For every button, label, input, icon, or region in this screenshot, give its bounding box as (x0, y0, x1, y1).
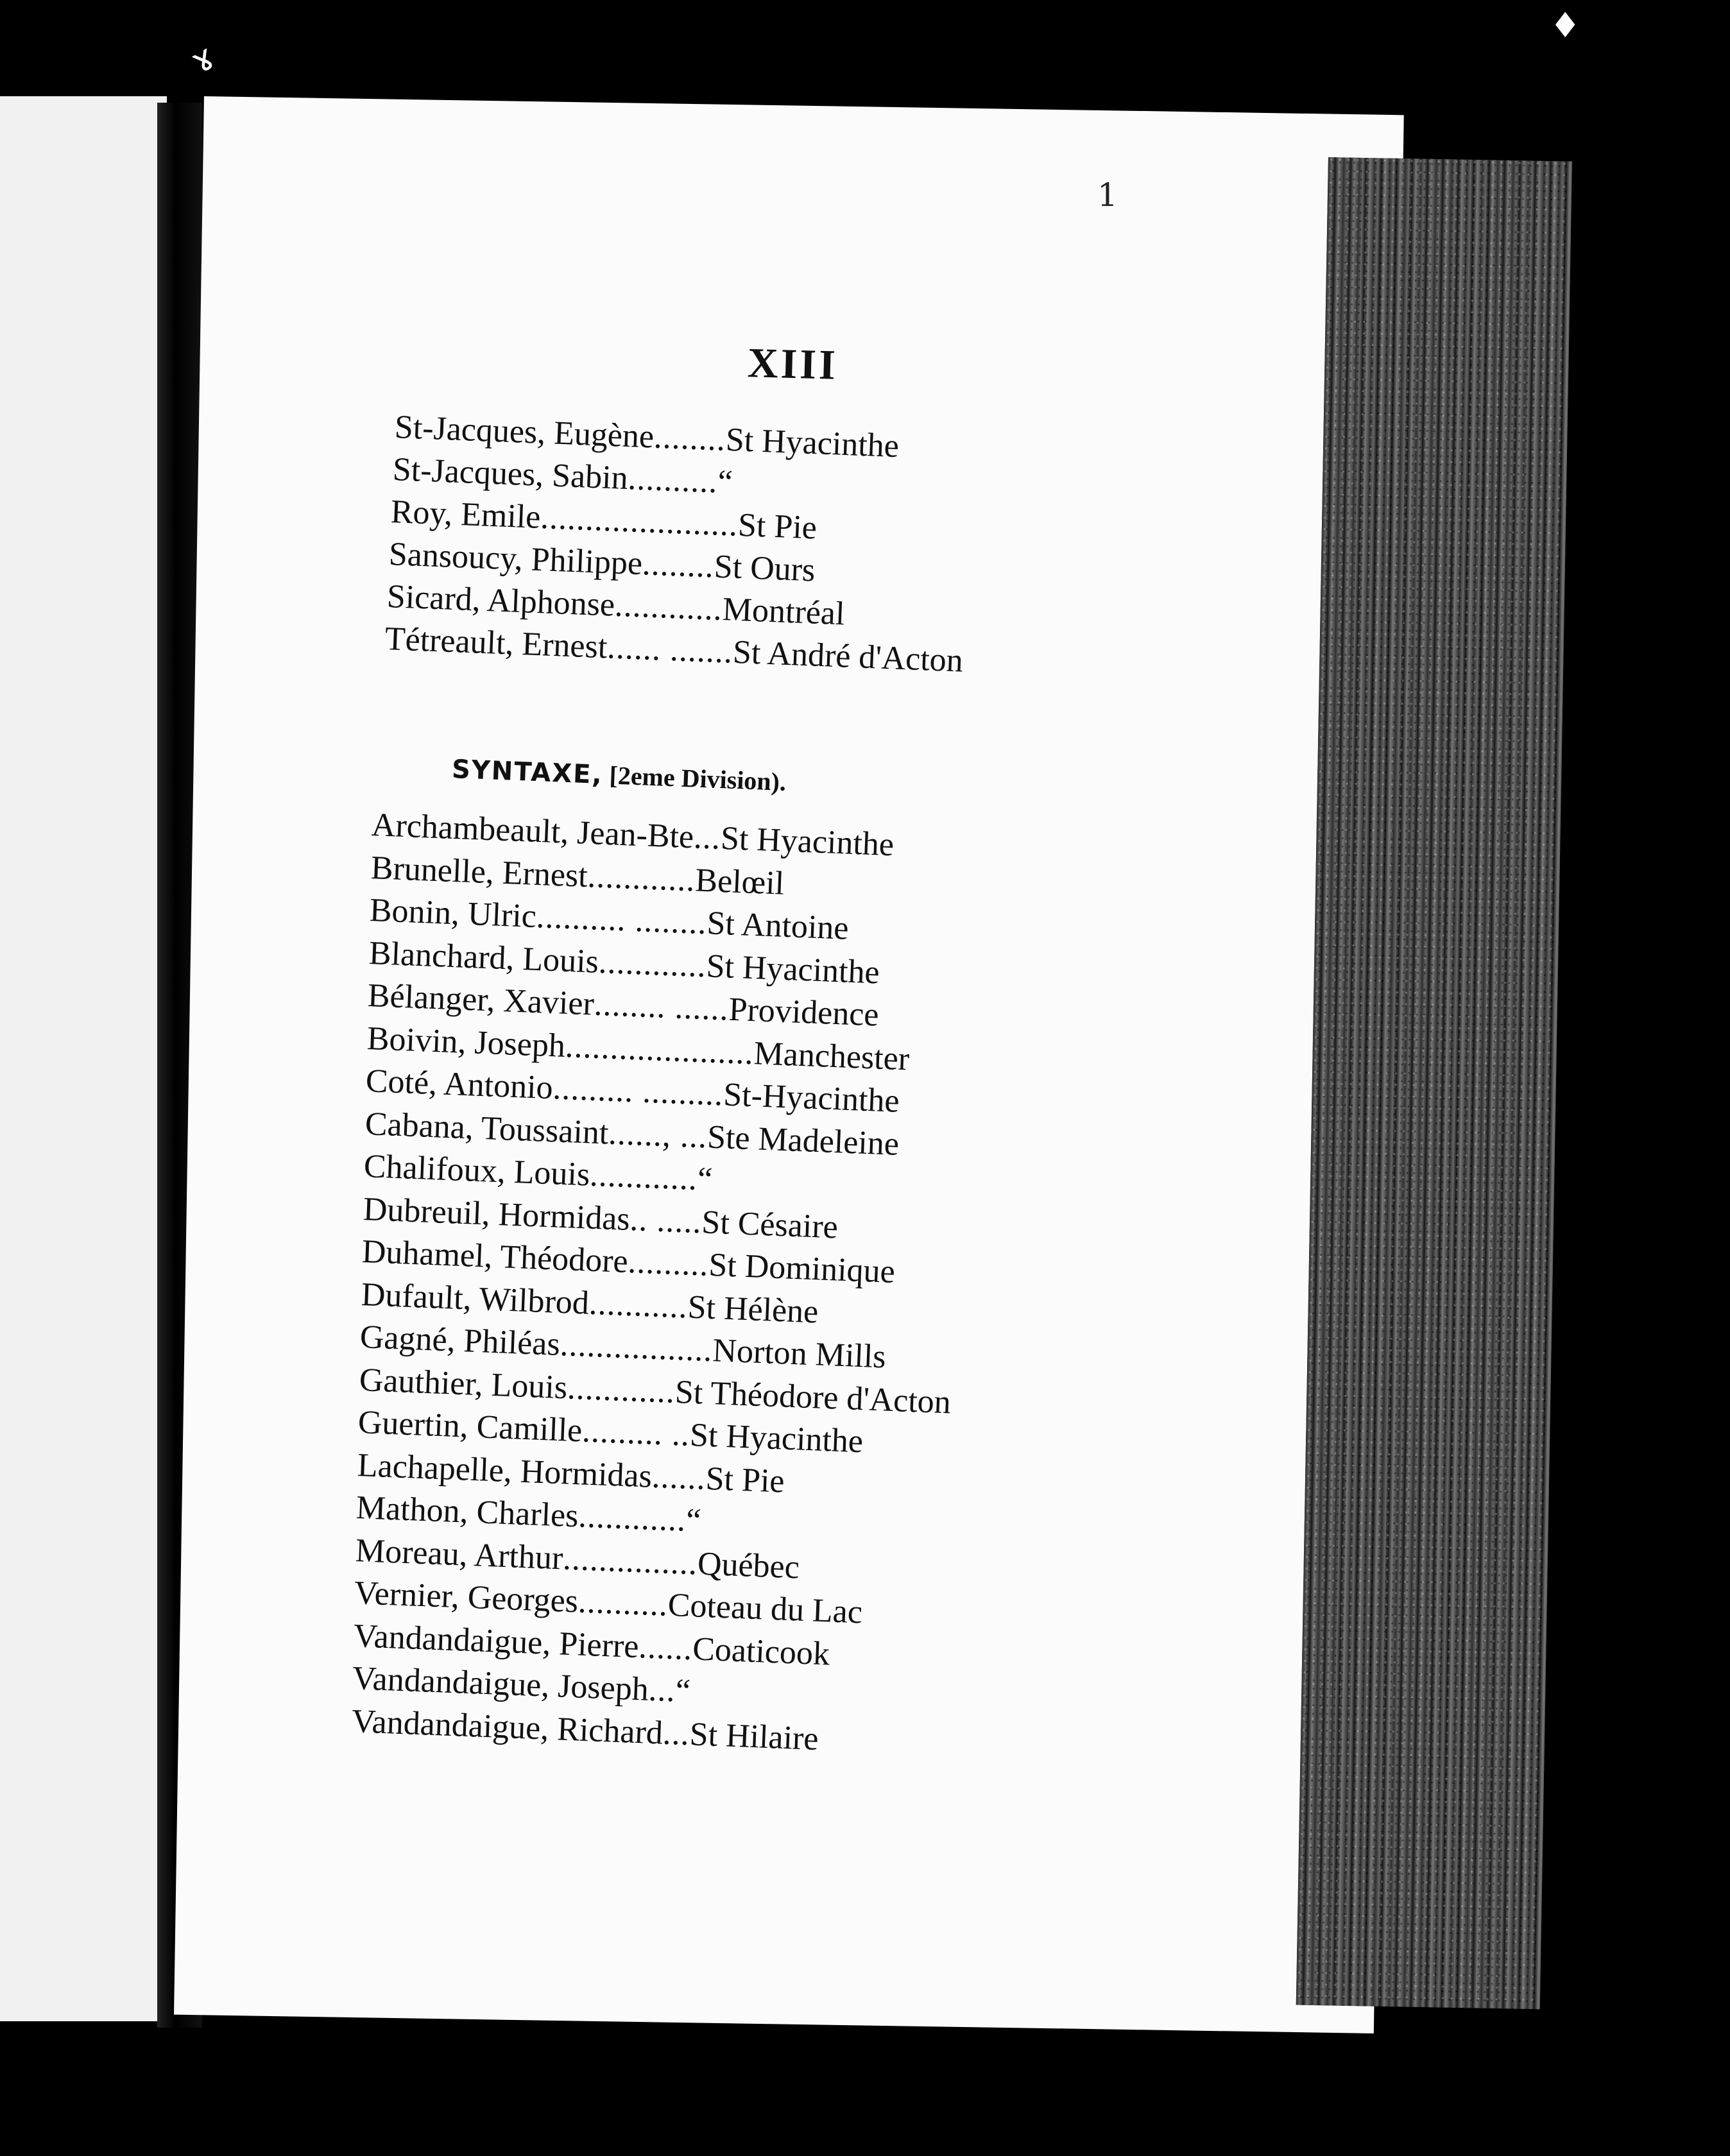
leader-dots: ............ (613, 586, 724, 628)
leader-dots: ............... (561, 1539, 698, 1582)
hometown: “ (696, 1160, 714, 1198)
section-title-division: [2eme Division). (602, 760, 787, 796)
leader-dots: ... (647, 1671, 676, 1709)
leader-dots: ......, ... (607, 1115, 708, 1155)
hometown: “ (674, 1672, 691, 1710)
hometown: St Césaire (700, 1203, 839, 1245)
leader-dots: ..................... (564, 1027, 755, 1072)
hometown: Coteau du Lac (667, 1586, 864, 1631)
hometown: St Hyacinthe (724, 421, 900, 465)
section-title-main: SYNTAXE, (451, 754, 604, 791)
leader-dots: ........... (588, 1285, 689, 1326)
student-name: Gagné, Philéas (359, 1319, 561, 1363)
leader-dots: ......... ......... (552, 1070, 724, 1113)
hometown: St Hyacinthe (705, 947, 880, 991)
student-name: Vandandaigue, Pierre (352, 1617, 640, 1665)
hometown: St Théodore d'Acton (674, 1373, 952, 1421)
page-block-edge (1296, 157, 1572, 2009)
hometown: Belœil (694, 861, 785, 902)
leader-dots: .......... ........ (535, 898, 708, 942)
student-name: Guertin, Camille (357, 1404, 583, 1450)
leader-dots: ...... ....... (606, 629, 734, 671)
hometown: Montréal (721, 591, 846, 633)
hometown: St Pie (737, 506, 818, 547)
hometown: Québec (696, 1544, 800, 1586)
student-name: St-Jacques, Eugène (393, 409, 655, 456)
leader-dots: ......... (627, 1243, 710, 1283)
leader-dots: ............ (566, 1369, 676, 1410)
student-name: Dubreuil, Hormidas (362, 1190, 631, 1238)
student-name: Dufault, Wilbrod (360, 1276, 590, 1322)
leader-dots: ...................... (540, 499, 739, 543)
hometown: St Hyacinthe (719, 819, 895, 864)
hometown: Manchester (753, 1034, 910, 1077)
student-name: Sicard, Alphonse (386, 578, 616, 624)
leader-dots: ........ (641, 545, 715, 585)
student-name: Vernier, Georges (353, 1575, 579, 1620)
hometown: St Ours (713, 548, 816, 589)
hometown: Coaticook (691, 1630, 830, 1672)
hometown: Providence (728, 991, 880, 1034)
leader-dots: ......... .. (581, 1412, 691, 1453)
student-name: St-Jacques, Sabin (391, 451, 629, 497)
leader-dots: .. ..... (629, 1201, 703, 1240)
student-name: Gauthier, Louis (358, 1361, 568, 1406)
leader-dots: .......... (627, 460, 719, 501)
student-name: Coté, Antonio (364, 1063, 554, 1107)
student-name: Blanchard, Louis (368, 934, 599, 980)
leader-dots: ................. (559, 1326, 714, 1369)
leader-dots: ............ (589, 1156, 699, 1197)
student-name: Bonin, Ulric (368, 892, 537, 935)
student-name: Vandandaigue, Richard (350, 1702, 664, 1752)
hometown: “ (717, 463, 733, 501)
hometown: St Dominique (708, 1246, 896, 1290)
leader-dots: ........ ...... (593, 986, 730, 1028)
hometown: St André d'Acton (732, 633, 964, 680)
student-name: Chalifoux, Louis (363, 1148, 591, 1194)
leader-dots: ............ (578, 1498, 687, 1539)
leader-dots: ........ (653, 418, 727, 458)
leader-dots: ...... (651, 1458, 707, 1497)
student-name: Brunelle, Ernest (370, 849, 588, 894)
show-through-text (954, 518, 1314, 561)
student-name: Vandandaigue, Joseph (351, 1660, 649, 1708)
hometown: “ (685, 1502, 702, 1539)
student-name: Cabana, Toussaint (364, 1105, 609, 1152)
leader-dots: ... (693, 819, 722, 857)
student-name: Roy, Emile (390, 493, 542, 536)
previous-page-edge (0, 96, 167, 2021)
corner-mark: ♦ (1550, 5, 1581, 46)
hometown: St Hyacinthe (689, 1416, 864, 1460)
leader-dots: ... (662, 1715, 690, 1752)
leader-dots: .......... (577, 1583, 669, 1623)
student-name: Mathon, Charles (355, 1489, 579, 1535)
hometown: Norton Mills (712, 1332, 887, 1376)
hometown: St Antoine (706, 905, 850, 947)
hometown: St Pie (705, 1460, 785, 1500)
hometown: St Hilaire (689, 1715, 819, 1758)
leader-dots: ............ (597, 943, 707, 984)
student-name: Moreau, Arthur (354, 1532, 563, 1577)
corner-tear-mark: ɤ (184, 36, 222, 81)
student-name: Boivin, Joseph (366, 1020, 566, 1065)
hometown: St-Hyacinthe (723, 1076, 900, 1120)
hometown: St Hélène (687, 1288, 819, 1330)
page-number-heading: XIII (747, 339, 839, 389)
student-name: Lachapelle, Hormidas (356, 1446, 653, 1495)
hometown: Ste Madeleine (706, 1118, 900, 1163)
student-name: Sansoucy, Philippe (388, 536, 644, 583)
leader-dots: ...... (637, 1628, 693, 1667)
leader-dots: ............ (587, 857, 696, 898)
student-name: Duhamel, Théodore (361, 1233, 629, 1280)
pencil-mark: 1 (1097, 176, 1118, 214)
student-name: Bélanger, Xavier (366, 977, 595, 1023)
student-name: Tétreault, Ernest (384, 620, 608, 666)
student-name: Archambeault, Jean-Bte (370, 807, 695, 856)
